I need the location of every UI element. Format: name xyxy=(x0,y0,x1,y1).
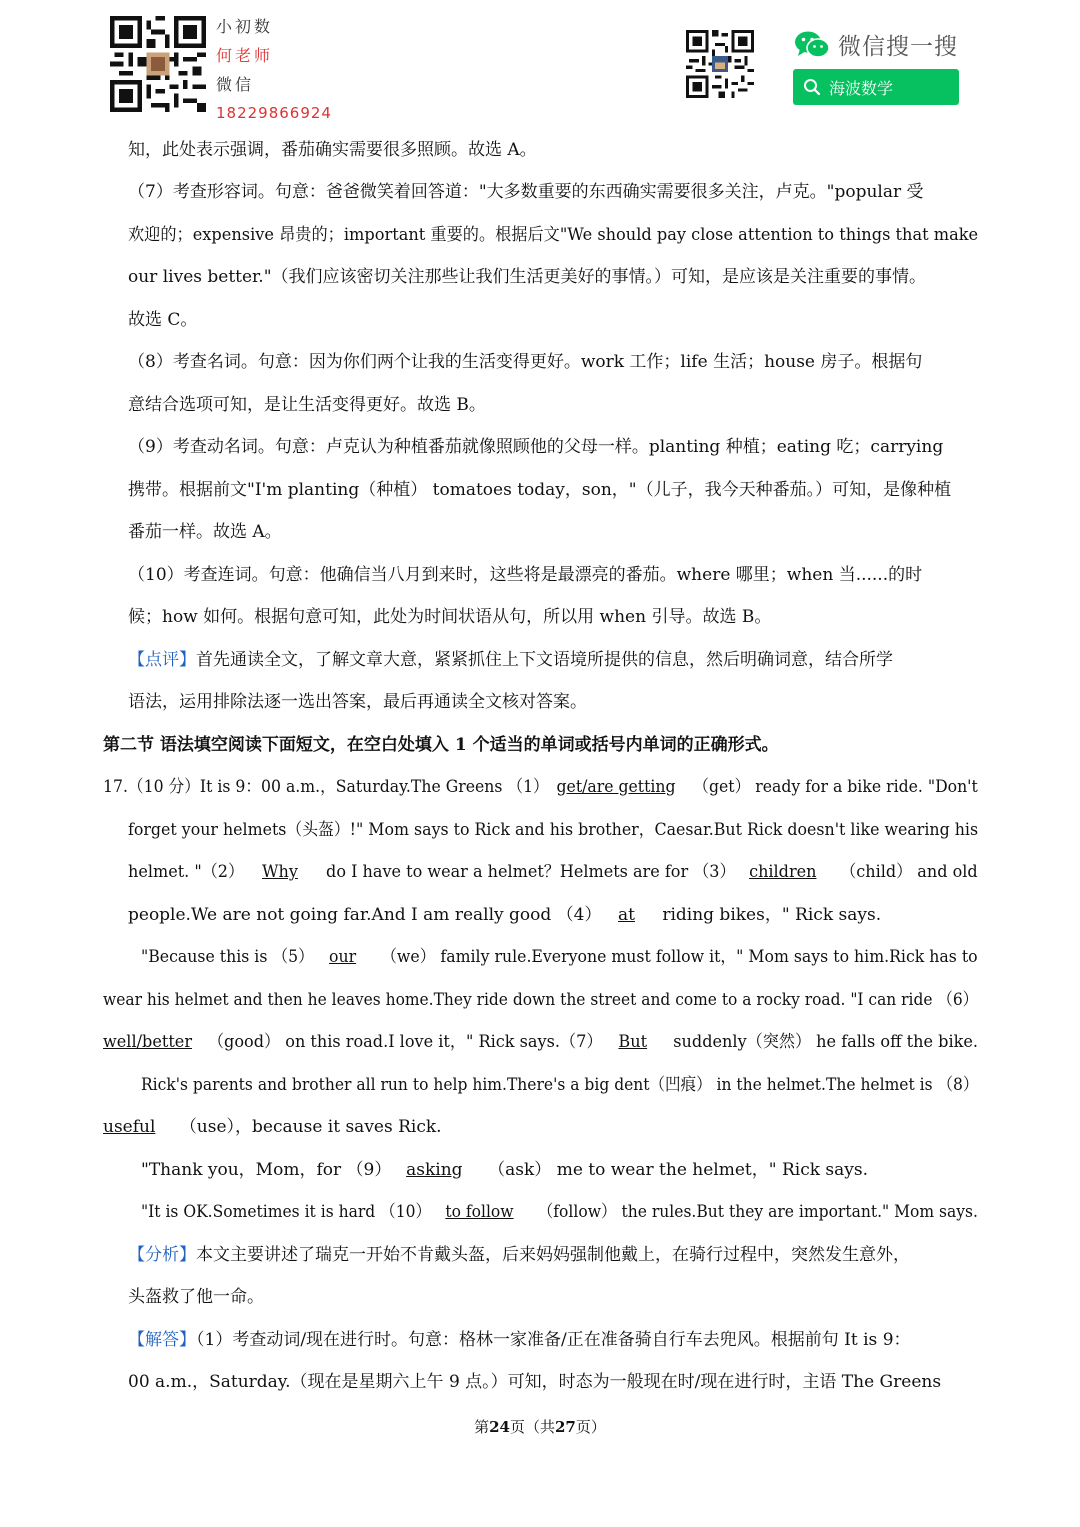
page-header xyxy=(0,0,1080,130)
page-number: 24 xyxy=(489,1418,510,1436)
footer-text: 第 xyxy=(474,1418,490,1436)
qr-code-right xyxy=(686,30,754,98)
answer-blank-9: asking xyxy=(406,1160,463,1180)
passage-line xyxy=(141,945,978,969)
passage-line xyxy=(141,1158,868,1182)
passage-text: （good） on this road.I love it，" Rick says.（7） xyxy=(207,1032,603,1052)
passage-text: riding bikes，" Rick says. xyxy=(662,905,882,925)
wechat-search-title xyxy=(794,28,958,61)
passage-text: people.We are not going far.And I am really good （4） xyxy=(128,905,602,925)
analysis-tag: 【分析】 xyxy=(128,1245,196,1265)
text-line: 故选 C。 xyxy=(128,310,198,330)
passage-text: do I have to wear a helmet？Helmets are for （3） xyxy=(326,862,736,882)
passage-line: forget your helmets（头盔）!" Mom says to Rick and his brother，Caesar.But Rick doesn't like wearing his xyxy=(128,820,979,840)
wechat-title-text: 微信搜一搜 xyxy=(838,34,958,60)
passage-text: （ask） me to wear the helmet，" Rick says. xyxy=(488,1160,869,1180)
passage-line xyxy=(103,1115,442,1139)
text-line: （8）考查名词。句意：因为你们两个让我的生活变得更好。work 工作；life 生活；house 房子。根据句 xyxy=(128,352,923,372)
answer-text: （1）考查动词/现在进行时。句意：格林一家准备/正在准备骑自行车去兜风。根据前句 It is 9： xyxy=(196,1330,911,1350)
question-17-line xyxy=(103,775,978,799)
passage-text: "Thank you，Mom，for （9） xyxy=(141,1160,392,1180)
contact-line-3: 微信 xyxy=(216,75,255,94)
contact-line-2: 何老师 xyxy=(216,46,274,65)
passage-line xyxy=(128,903,881,927)
wechat-search-box[interactable] xyxy=(793,69,959,105)
answer-blank-1: get/are getting xyxy=(556,777,676,797)
q17-text: （get） ready for a bike ride. "Don't xyxy=(693,777,978,797)
passage-line xyxy=(128,860,978,884)
text-line: 00 a.m.，Saturday.（现在是星期六上午 9 点。）可知，时态为一般现在时/现在进行时，主语 The Greens xyxy=(128,1372,942,1392)
text-line: 知，此处表示强调，番茄确实需要很多照顾。故选 A。 xyxy=(128,140,537,160)
answer-blank-8: useful xyxy=(103,1117,156,1137)
contact-phone: 18229866924 xyxy=(216,104,332,122)
wechat-search-label: 海波数学 xyxy=(829,78,894,98)
answer-blank-10: to follow xyxy=(445,1202,514,1222)
passage-line xyxy=(103,1030,978,1054)
comment-tag: 【点评】 xyxy=(128,650,196,670)
answer-blank-4: at xyxy=(618,905,635,925)
passage-line: Rick's parents and brother all run to help him.There's a big dent（凹痕） in the helmet.The helmet is （8） xyxy=(141,1075,979,1095)
wechat-icon xyxy=(794,30,830,60)
q17-text: 17.（10 分）It is 9：00 a.m.，Saturday.The Greens （1） xyxy=(103,777,549,797)
passage-line: wear his helmet and then he leaves home.They ride down the street and come to a rocky road. "I can ride （6） xyxy=(103,990,979,1010)
answer-blank-5: our xyxy=(328,947,357,967)
text-line: （9）考查动名词。句意：卢克认为种植番茄就像照顾他的父母一样。planting 种植；eating 吃；carrying xyxy=(128,437,944,457)
passage-line xyxy=(141,1200,978,1224)
text-line: 候；how 如何。根据句意可知，此处为时间状语从句，所以用 when 引导。故选 B。 xyxy=(128,607,772,627)
answer-line xyxy=(128,1328,911,1352)
text-line: （10）考查连词。句意：他确信当八月到来时，这些将是最漂亮的番茄。where 哪里；when 当......的时 xyxy=(128,565,923,585)
answer-blank-2: Why xyxy=(262,862,298,882)
contact-line-1: 小初数 xyxy=(216,17,274,36)
passage-text: "Because this is （5） xyxy=(141,947,314,967)
page-footer xyxy=(0,1416,1080,1437)
passage-text: "It is OK.Sometimes it is hard （10） xyxy=(141,1202,432,1222)
passage-text: suddenly（突然） he falls off the bike. xyxy=(673,1032,979,1052)
passage-text: helmet. "（2） xyxy=(128,862,245,882)
search-icon xyxy=(803,78,821,96)
total-pages: 27 xyxy=(555,1418,576,1436)
footer-text: 页） xyxy=(575,1418,606,1436)
analysis-text: 本文主要讲述了瑞克一开始不肯戴头盔，后来妈妈强制他戴上，在骑行过程中，突然发生意外， xyxy=(196,1245,910,1265)
passage-text: （child） and old xyxy=(840,862,978,882)
comment-line xyxy=(128,648,893,672)
comment-text: 首先通读全文，了解文章大意，紧紧抓住上下文语境所提供的信息，然后明确词意，结合所学 xyxy=(196,650,893,670)
text-line: 欢迎的；expensive 昂贵的；important 重要的。根据后文"We should pay close attention to things that make xyxy=(128,225,979,245)
text-line: 携带。根据前文"I'm planting（种植） tomatoes today，son，"（儿子，我今天种番茄。）可知，是像种植 xyxy=(128,480,952,500)
text-line: 头盔救了他一命。 xyxy=(128,1287,264,1307)
text-line: our lives better."（我们应该密切关注那些让我们生活更美好的事情。）可知，是应该是关注重要的事情。 xyxy=(128,267,927,287)
answer-blank-6: well/better xyxy=(103,1032,193,1052)
answer-blank-7: But xyxy=(618,1032,648,1052)
analysis-line xyxy=(128,1243,910,1267)
passage-text: （use），because it saves Rick. xyxy=(179,1117,442,1137)
footer-text: 页（共 xyxy=(509,1418,555,1436)
teacher-contact xyxy=(216,12,332,128)
qr-code-left xyxy=(110,16,206,112)
text-line: （7）考查形容词。句意：爸爸微笑着回答道："大多数重要的东西确实需要很多关注，卢克。"popular 受 xyxy=(128,182,924,202)
answer-blank-3: children xyxy=(749,862,817,882)
text-line: 意结合选项可知，是让生活变得更好。故选 B。 xyxy=(128,395,486,415)
passage-text: （we） family rule.Everyone must follow it，" Mom says to him.Rick has to xyxy=(381,947,978,967)
text-line: 语法，运用排除法逐一选出答案，最后再通读全文核对答案。 xyxy=(128,692,587,712)
text-line: 番茄一样。故选 A。 xyxy=(128,522,282,542)
answer-tag: 【解答】 xyxy=(128,1330,196,1350)
passage-text: （follow） the rules.But they are important." Mom says. xyxy=(537,1202,978,1222)
section-title: 第二节 语法填空阅读下面短文，在空白处填入 1 个适当的单词或括号内单词的正确形式。 xyxy=(103,735,779,755)
